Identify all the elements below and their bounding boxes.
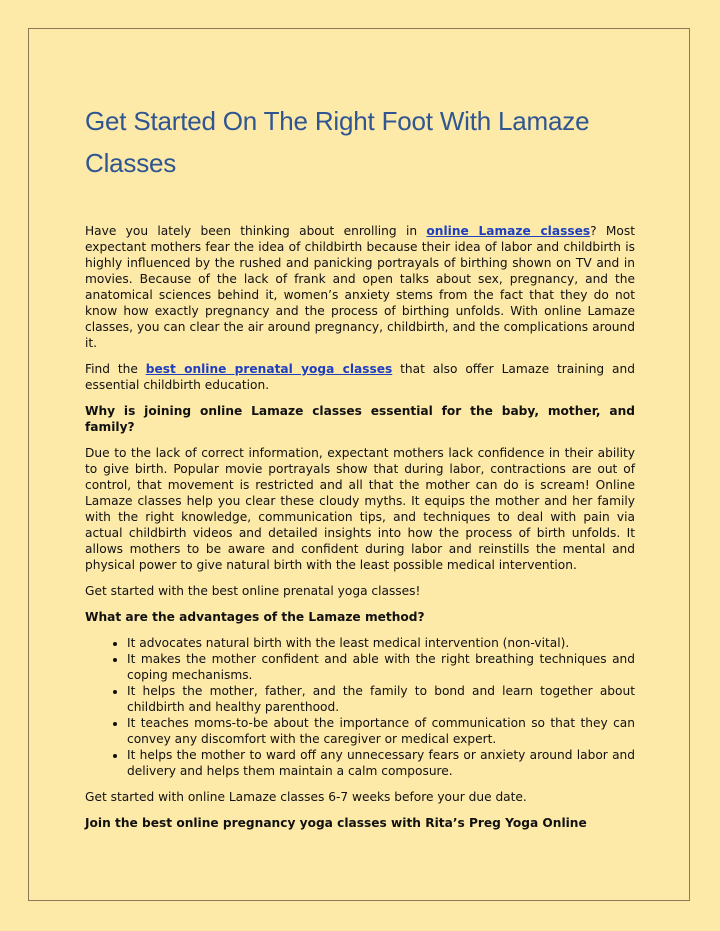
document-body xyxy=(85,100,635,841)
prenatal-yoga-classes-link[interactable]: best online prenatal yoga classes xyxy=(145,362,393,376)
intro-text-after: ? Most expectant mothers fear the idea of childbirth because their idea of labor and childbirth is highly influenced by the rushed and panicking portrayals of birthing shown on TV and in movies. Because of the lack of frank and open talks about sex, pregnancy, and the anatomical sciences behind it, women’s anxiety stems from the fact that they do not know how exactly pregnancy and the process of birthing unfolds. With online Lamaze classes, you can clear the air around pregnancy, childbirth, and the complications around it. xyxy=(85,224,636,350)
get-started-paragraph: Get started with the best online prenatal yoga classes! xyxy=(85,584,421,598)
list-item: • It makes the mother confident and able with the right breathing techniques and coping mechanisms. xyxy=(127,651,635,683)
online-lamaze-classes-link[interactable]: online Lamaze classes xyxy=(426,224,591,238)
page-title: Get Started On The Right Foot With Lamaze Classes xyxy=(85,106,590,178)
list-item: • It teaches moms-to-be about the importance of communication so that they can convey any discomfort with the caregiver or medical expert. xyxy=(127,715,635,747)
intro-text-before: Have you lately been thinking about enrolling in xyxy=(85,224,427,238)
intro-paragraph xyxy=(85,223,635,351)
find-text-before: Find the xyxy=(85,362,146,376)
list-item: • It helps the mother, father, and the family to bond and learn together about childbirth and healthy parenthood. xyxy=(127,683,635,715)
why-paragraph: Due to the lack of correct information, expectant mothers lack confidence in their ability to give birth. Popular movie portrayals show that during labor, contractions are out of control, that movement is restricted and all that the mother can do is scream! Online Lamaze classes help you clear these cloudy myths. It equips the mother and her family with the right knowledge, communication tips, and techniques to deal with pain via actual childbirth videos and detailed insights into how the process of birth unfolds. It allows mothers to be aware and confident during labor and reinstills the mental and physical power to give natural birth with the least possible medical intervention. xyxy=(85,446,635,572)
join-heading: Join the best online pregnancy yoga classes with Rita’s Preg Yoga Online xyxy=(85,816,587,830)
find-text-after: that also offer Lamaze training and essential childbirth education. xyxy=(85,362,635,392)
advantages-list xyxy=(85,635,635,779)
find-paragraph xyxy=(85,361,635,393)
due-date-paragraph: Get started with online Lamaze classes 6-7 weeks before your due date. xyxy=(85,790,527,804)
list-item: • It helps the mother to ward off any unnecessary fears or anxiety around labor and delivery and helps them maintain a calm composure. xyxy=(127,747,635,779)
list-item: • It advocates natural birth with the least medical intervention (non-vital). xyxy=(127,635,635,651)
why-heading: Why is joining online Lamaze classes essential for the baby, mother, and family? xyxy=(85,404,635,434)
advantages-heading: What are the advantages of the Lamaze method? xyxy=(85,610,425,624)
